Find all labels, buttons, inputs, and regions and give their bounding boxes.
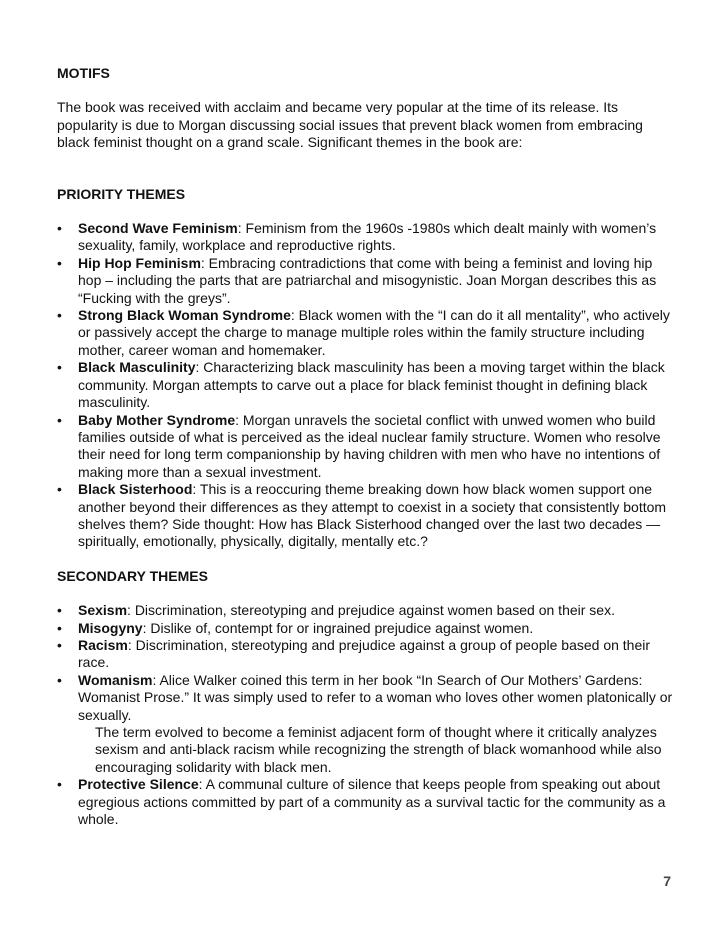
bullet-icon: • xyxy=(57,307,62,324)
theme-term: Black Sisterhood xyxy=(78,481,193,498)
theme-description: : Feminism from the 1960s -1980s which dealt mainly with women’s sexuality, family, workplace and reproductive rights. xyxy=(78,220,657,254)
bullet-icon: • xyxy=(57,481,62,498)
theme-description: : Characterizing black masculinity has been a moving target within the black community. Morgan attempts to carve out a place for black feminist thought in defining black masculinity. xyxy=(78,359,665,411)
list-item xyxy=(57,637,673,672)
bullet-icon: • xyxy=(57,671,62,688)
theme-term: Strong Black Woman Syndrome xyxy=(78,307,291,324)
theme-term: Protective Silence xyxy=(78,776,199,793)
list-item xyxy=(57,255,673,307)
bullet-icon: • xyxy=(57,411,62,428)
page-number: 7 xyxy=(663,873,671,889)
theme-description: : Dislike of, contempt for or ingrained prejudice against women. xyxy=(142,619,534,636)
theme-term: Sexism xyxy=(78,602,128,619)
secondary-themes-heading: SECONDARY THEMES xyxy=(57,567,208,584)
bullet-icon: • xyxy=(57,220,62,237)
list-item xyxy=(57,602,673,619)
list-item xyxy=(57,412,673,482)
theme-term: Hip Hop Feminism xyxy=(78,254,201,271)
theme-description: : Embracing contradictions that come with being a feminist and loving hip hop – including the parts that are patriarchal and misogynistic. Joan Morgan describes this as “Fucking with the greys”. xyxy=(78,254,657,306)
list-item xyxy=(57,672,673,776)
bullet-icon: • xyxy=(57,359,62,376)
bullet-icon: • xyxy=(57,776,62,793)
list-item xyxy=(57,220,673,255)
theme-description: : Alice Walker coined this term in her book “In Search of Our Mothers’ Gardens: Womanist Prose.” It was simply used to refer to a woman who loves other women platonically or sexually. xyxy=(78,671,673,723)
priority-themes-list xyxy=(57,220,673,551)
motifs-heading: MOTIFS xyxy=(57,65,110,81)
bullet-icon: • xyxy=(57,254,62,271)
list-item xyxy=(57,481,673,551)
page-content xyxy=(57,65,673,828)
bullet-icon: • xyxy=(57,636,62,653)
theme-description: : Discrimination, stereotyping and prejudice against women based on their sex. xyxy=(127,602,615,619)
list-item xyxy=(57,307,673,359)
theme-term: Womanism xyxy=(78,671,153,688)
priority-themes-heading: PRIORITY THEMES xyxy=(57,185,186,202)
theme-description: : Black women with the “I can do it all mentality”, who actively or passively accept the charge to manage multiple roles within the family structure including mother, career woman and homemaker. xyxy=(78,307,670,358)
motifs-intro: The book was received with acclaim and became very popular at the time of its release. Its popularity is due to Morgan discussing social issues that prevent black women from embracing black feminist thought on a grand scale. Significant themes in the book are: xyxy=(57,99,643,151)
list-item xyxy=(57,620,673,637)
theme-description: : Discrimination, stereotyping and prejudice against a group of people based on their race. xyxy=(78,636,651,671)
theme-term: Second Wave Feminism xyxy=(78,220,238,237)
list-item xyxy=(57,776,673,828)
theme-extra-paragraph: The term evolved to become a feminist adjacent form of thought where it critically analyzes sexism and anti-black racism while recognizing the strength of black womanhood while also encouraging solidarity with black men. xyxy=(95,724,662,775)
bullet-icon: • xyxy=(57,619,62,636)
theme-term: Misogyny xyxy=(78,619,143,636)
theme-term: Baby Mother Syndrome xyxy=(78,411,236,428)
secondary-themes-list xyxy=(57,602,673,828)
theme-description: : A communal culture of silence that keeps people from speaking out about egregious actions committed by part of a community as a survival tactic for the community as a whole. xyxy=(78,776,666,828)
theme-term: Racism xyxy=(78,636,128,653)
bullet-icon: • xyxy=(57,602,62,619)
theme-description: : This is a reoccuring theme breaking down how black women support one another beyond their differences as they attempt to coexist in a society that consistently bottom shelves them? Side thought: How has Black Sisterhood changed over the last two decades — spiritually, emotionally, physically, digitally, mentally etc.? xyxy=(78,481,667,550)
list-item xyxy=(57,359,673,411)
theme-description: : Morgan unravels the societal conflict with unwed women who build families outside of what is perceived as the ideal nuclear family structure. Women who resolve their need for long term companionship by having children with men who have no intentions of making more than a sexual investment. xyxy=(78,411,661,480)
theme-term: Black Masculinity xyxy=(78,359,196,376)
